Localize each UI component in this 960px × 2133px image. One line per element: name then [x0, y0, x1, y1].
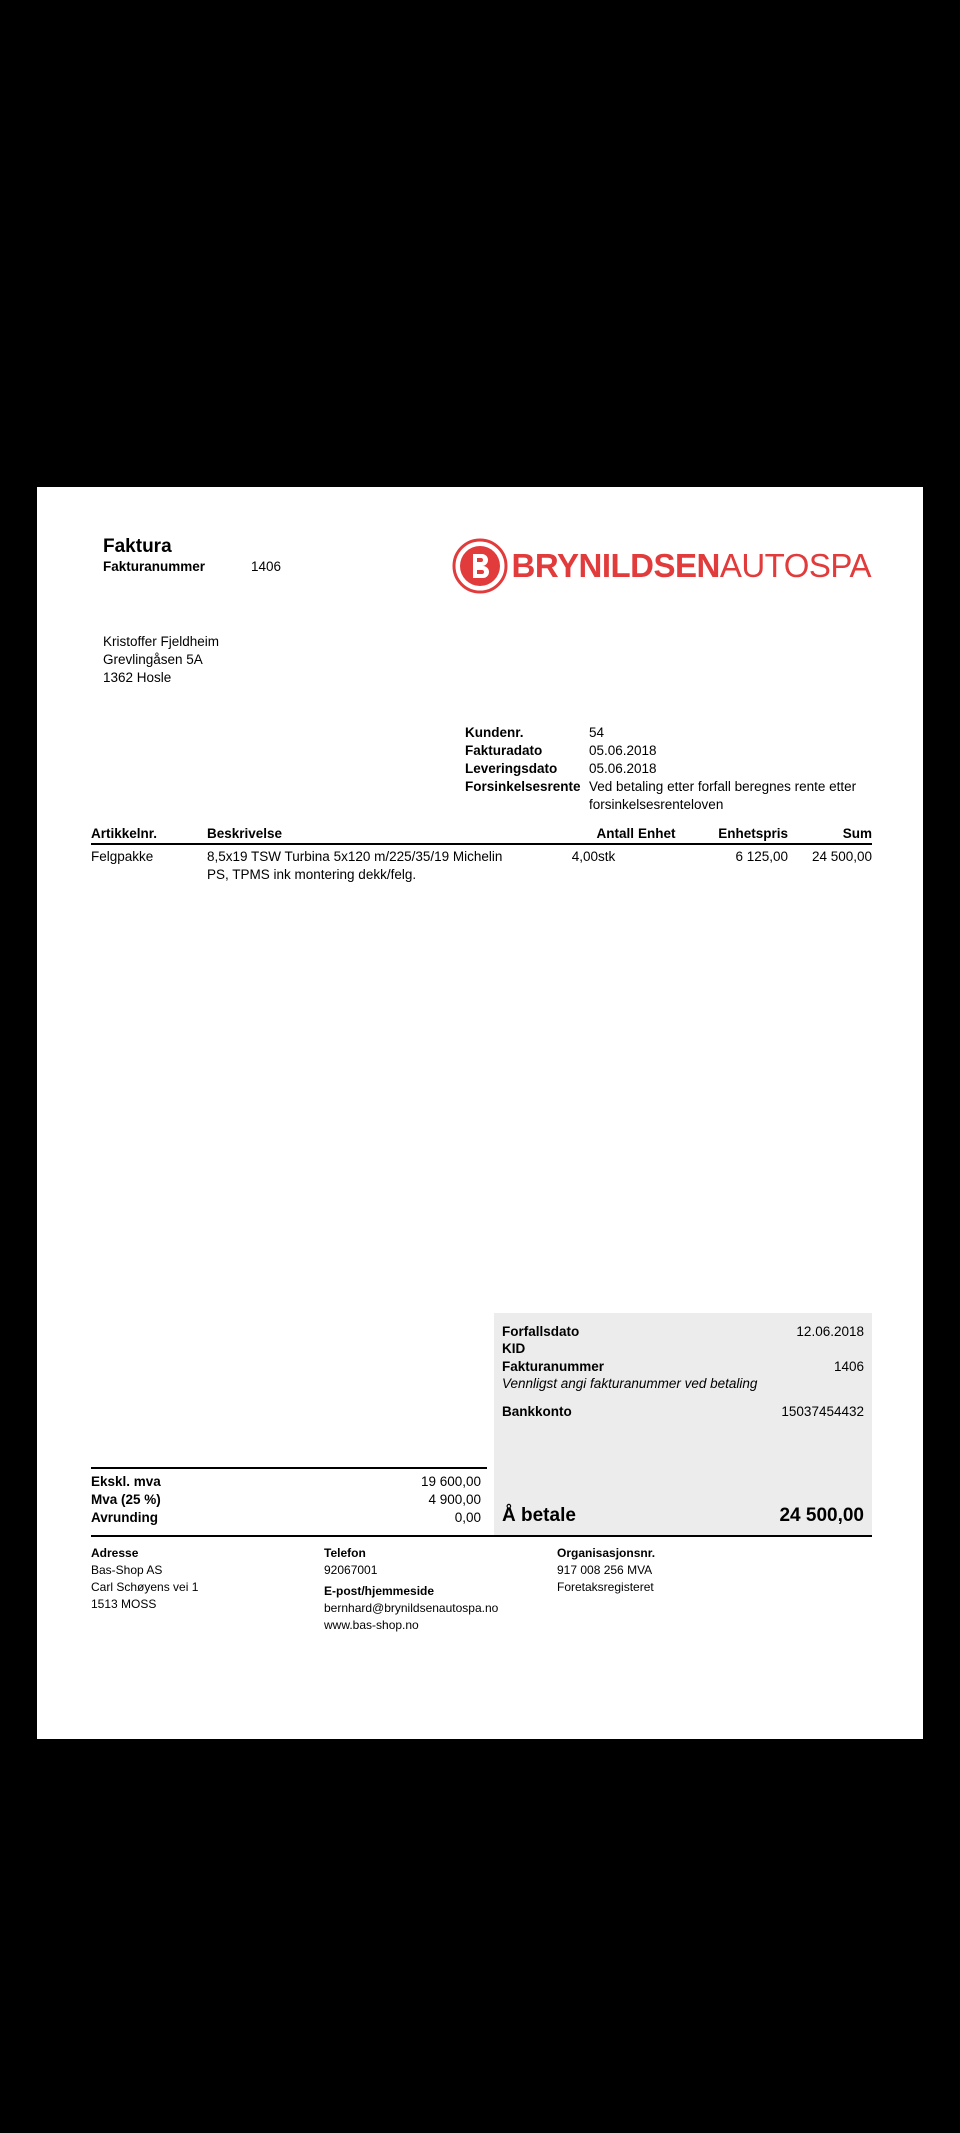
footer-address-line: Carl Schøyens vei 1: [91, 1580, 199, 1594]
due-date-value: 12.06.2018: [796, 1324, 864, 1339]
meta-row: [465, 778, 885, 814]
cell-quantity: 4,00: [571, 849, 598, 864]
invoice-number-label: Fakturanummer: [103, 559, 206, 574]
footer-contact: [324, 1545, 498, 1634]
payment-invoice-number-label: Fakturanummer: [502, 1359, 605, 1374]
payment-invoice-number-value: 1406: [833, 1359, 864, 1374]
meta-row: [465, 760, 885, 778]
footer-email-link[interactable]: bernhard@brynildsenautospa.no: [324, 1601, 499, 1615]
cell-unit: stk: [598, 849, 616, 864]
totals-row: [91, 1491, 481, 1509]
cell-sum: 24 500,00: [811, 849, 872, 864]
brand-name-bold: BRYNILDSEN: [511, 547, 720, 584]
amount-due-value: 24 500,00: [779, 1505, 864, 1526]
totals-block: [91, 1473, 481, 1527]
meta-value: 54: [589, 725, 605, 740]
bank-account-value: 15037454432: [781, 1404, 864, 1419]
customer-street: Grevlingåsen 5A: [103, 652, 203, 667]
invoice-document: [37, 487, 923, 1739]
invoice-number-value: 1406: [251, 559, 282, 574]
footer-org-register: Foretaksregisteret: [557, 1580, 654, 1594]
meta-value-continued: forsinkelsesrenteloven: [589, 797, 724, 812]
payment-box: [494, 1313, 872, 1535]
due-date-label: Forfallsdato: [502, 1324, 580, 1339]
invoice-title: Faktura: [103, 536, 172, 557]
meta-value: 05.06.2018: [589, 743, 657, 758]
cell-description-line: PS, TPMS ink montering dekk/felg.: [207, 867, 417, 882]
meta-label: Fakturadato: [465, 743, 543, 758]
footer-web-label: E-post/hjemmeside: [324, 1584, 435, 1598]
footer-org-label: Organisasjonsnr.: [557, 1546, 656, 1560]
col-header-unit-price: Enhetspris: [718, 826, 788, 841]
footer-phone-value: 92067001: [324, 1563, 378, 1577]
totals-value: 19 600,00: [420, 1474, 481, 1489]
footer-address-label: Adresse: [91, 1546, 139, 1560]
customer-address: [103, 633, 219, 687]
totals-top-rule: [91, 1467, 487, 1469]
totals-bottom-rule: [91, 1535, 872, 1537]
totals-label: Mva (25 %): [91, 1492, 161, 1507]
totals-value: 4 900,00: [428, 1492, 481, 1507]
totals-row: [91, 1509, 481, 1527]
footer-organization: [557, 1545, 655, 1596]
totals-value: 0,00: [454, 1510, 481, 1525]
footer-website-link[interactable]: www.bas-shop.no: [324, 1618, 419, 1632]
footer-address: [91, 1545, 198, 1613]
meta-row: [465, 742, 885, 760]
brand-name-thin: AUTOSPA: [719, 547, 871, 584]
invoice-meta: [465, 724, 885, 814]
table-header-rule: [91, 843, 872, 845]
meta-label: Forsinkelsesrente: [465, 779, 581, 794]
b-circle-logo-icon: [452, 538, 508, 594]
kid-label: KID: [502, 1341, 526, 1356]
footer-org-value: 917 008 256 MVA: [557, 1563, 653, 1577]
footer-address-line: Bas-Shop AS: [91, 1563, 163, 1577]
meta-value: Ved betaling etter forfall beregnes rente etter: [589, 779, 857, 794]
cell-description-line: 8,5x19 TSW Turbina 5x120 m/225/35/19 Michelin: [207, 849, 503, 864]
totals-label: Ekskl. mva: [91, 1474, 161, 1489]
col-header-unit: Enhet: [638, 826, 676, 841]
meta-label: Kundenr.: [465, 725, 524, 740]
amount-due-label: Å betale: [502, 1505, 576, 1526]
col-header-article: Artikkelnr.: [91, 826, 158, 841]
totals-row: [91, 1473, 481, 1491]
totals-label: Avrunding: [91, 1510, 158, 1525]
col-header-description: Beskrivelse: [207, 826, 283, 841]
footer-phone-label: Telefon: [324, 1546, 366, 1560]
meta-row: [465, 724, 885, 742]
footer-address-line: 1513 MOSS: [91, 1597, 157, 1611]
meta-label: Leveringsdato: [465, 761, 558, 776]
col-header-sum: Sum: [842, 826, 872, 841]
brand-logo: [452, 538, 871, 594]
bank-account-label: Bankkonto: [502, 1404, 572, 1419]
col-header-quantity: Antall: [596, 826, 634, 841]
cell-description: [207, 848, 527, 884]
customer-postal: 1362 Hosle: [103, 670, 172, 685]
cell-article: Felgpakke: [91, 849, 154, 864]
payment-note: Vennligst angi fakturanummer ved betaling: [502, 1376, 758, 1391]
meta-value: 05.06.2018: [589, 761, 657, 776]
cell-unit-price: 6 125,00: [735, 849, 788, 864]
customer-name: Kristoffer Fjeldheim: [103, 634, 220, 649]
